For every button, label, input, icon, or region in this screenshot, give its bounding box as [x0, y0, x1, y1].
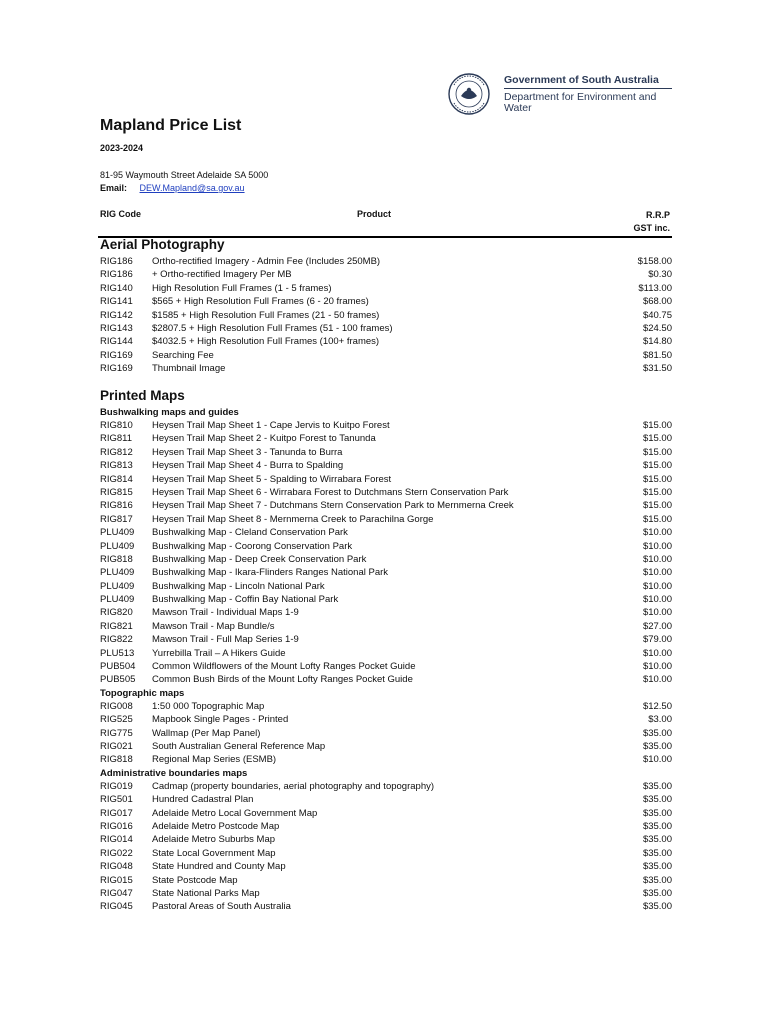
row-code: RIG045: [100, 901, 133, 913]
row-code: RIG816: [100, 500, 133, 512]
row-code: RIG048: [100, 861, 133, 873]
price-row: [100, 727, 672, 740]
row-code: RIG047: [100, 887, 133, 899]
price-row: [100, 900, 672, 913]
row-price: $10.00: [642, 527, 672, 539]
row-price: $35.00: [642, 861, 672, 873]
price-row: [100, 606, 672, 619]
price-row: [100, 362, 672, 375]
price-row: [100, 647, 672, 660]
column-header-product: Product: [357, 209, 392, 219]
row-code: PLU409: [100, 594, 135, 606]
price-row: [100, 526, 672, 539]
row-price: $14.80: [642, 336, 672, 348]
row-price: $15.00: [642, 486, 672, 498]
row-price: $35.00: [642, 727, 672, 739]
row-code: RIG818: [100, 754, 133, 766]
row-price: $15.00: [642, 513, 672, 525]
row-price: $15.00: [642, 500, 672, 512]
row-price: $27.00: [642, 620, 672, 632]
group-heading: Bushwalking maps and guides: [100, 407, 239, 418]
row-product: + Ortho-rectified Imagery Per MB: [152, 269, 292, 281]
row-price: $31.50: [642, 363, 672, 375]
row-price: $68.00: [642, 296, 672, 308]
price-row: [100, 673, 672, 686]
row-price: $35.00: [642, 820, 672, 832]
row-product: Ortho-rectified Imagery - Admin Fee (Includes 250MB): [152, 256, 381, 267]
row-price: $10.00: [642, 661, 672, 673]
row-product: $2807.5 + High Resolution Full Frames (51 - 100 frames): [152, 322, 393, 334]
row-price: $15.00: [642, 420, 672, 431]
row-product: Bushwalking Map - Deep Creek Conservation Park: [152, 553, 367, 565]
price-row: [100, 820, 672, 833]
row-code: RIG822: [100, 634, 133, 646]
row-code: RIG008: [100, 700, 133, 712]
price-row: [100, 753, 672, 766]
price-row: [100, 432, 672, 445]
column-header-price-line1: R.R.P: [645, 210, 670, 220]
row-product: Mapbook Single Pages - Printed: [152, 714, 289, 726]
price-row: [100, 419, 672, 432]
row-price: $10.00: [642, 647, 672, 659]
row-code: RIG775: [100, 727, 133, 739]
column-header-price: [633, 209, 670, 235]
row-price: $35.00: [642, 847, 672, 859]
row-product: Bushwalking Map - Coorong Conservation Park: [152, 540, 353, 552]
row-code: PUB504: [100, 661, 136, 673]
row-product: Bushwalking Map - Ikara-Flinders Ranges National Park: [152, 567, 389, 579]
price-row: [100, 633, 672, 646]
row-price: $35.00: [642, 780, 672, 792]
row-product: Common Wildflowers of the Mount Lofty Ranges Pocket Guide: [152, 661, 416, 673]
row-price: $15.00: [642, 473, 672, 485]
page-title: Mapland Price List: [100, 117, 242, 134]
logo-divider: [504, 88, 672, 89]
price-row: [100, 486, 672, 499]
row-code: RIG169: [100, 363, 133, 375]
price-row: [100, 833, 672, 846]
price-row: [100, 499, 672, 512]
row-code: RIG143: [100, 322, 133, 334]
row-price: $35.00: [642, 874, 672, 886]
row-price: $35.00: [642, 901, 672, 913]
price-row: [100, 700, 672, 713]
row-price: $158.00: [637, 256, 672, 267]
price-row: [100, 713, 672, 726]
price-row: [100, 807, 672, 820]
government-name: Government of South Australia: [504, 74, 659, 86]
row-price: $35.00: [642, 887, 672, 899]
row-product: Bushwalking Map - Lincoln National Park: [152, 580, 325, 592]
row-price: $35.00: [642, 807, 672, 819]
row-code: RIG501: [100, 794, 133, 806]
row-code: RIG186: [100, 269, 133, 281]
row-price: $35.00: [642, 794, 672, 806]
row-product: Heysen Trail Map Sheet 7 - Dutchmans Stern Conservation Park to Mernmerna Creek: [152, 500, 514, 512]
row-product: State Postcode Map: [152, 874, 238, 886]
price-row: [100, 268, 672, 281]
price-row: [100, 295, 672, 308]
row-code: RIG813: [100, 460, 133, 472]
price-row: [100, 780, 672, 793]
row-price: $79.00: [642, 634, 672, 646]
row-code: PLU409: [100, 567, 135, 579]
email-label: Email:: [100, 183, 128, 193]
row-product: Wallmap (Per Map Panel): [152, 727, 261, 739]
row-code: RIG140: [100, 282, 133, 294]
row-code: RIG016: [100, 820, 133, 832]
row-price: $10.00: [642, 607, 672, 619]
row-product: High Resolution Full Frames (1 - 5 frames): [152, 282, 332, 294]
row-code: RIG820: [100, 607, 133, 619]
row-code: RIG144: [100, 336, 133, 348]
row-code: RIG142: [100, 309, 133, 321]
price-row: [100, 540, 672, 553]
row-product: Heysen Trail Map Sheet 1 - Cape Jervis to Kuitpo Forest: [152, 420, 390, 431]
row-code: RIG814: [100, 473, 133, 485]
row-price: $10.00: [642, 553, 672, 565]
row-product: $4032.5 + High Resolution Full Frames (100+ frames): [152, 336, 380, 348]
price-row: [100, 660, 672, 673]
row-code: RIG141: [100, 296, 133, 308]
price-row: [100, 593, 672, 606]
row-code: PLU409: [100, 527, 135, 539]
row-price: $12.50: [642, 700, 672, 712]
row-product: State Hundred and County Map: [152, 861, 286, 873]
group-heading: Administrative boundaries maps: [100, 767, 248, 779]
price-row: [100, 887, 672, 900]
row-price: $81.50: [642, 349, 672, 361]
row-code: RIG021: [100, 740, 133, 752]
row-price: $15.00: [642, 433, 672, 445]
row-code: RIG817: [100, 513, 133, 525]
row-product: Adelaide Metro Suburbs Map: [152, 834, 276, 846]
row-product: Mawson Trail - Map Bundle/s: [152, 620, 275, 632]
row-price: $24.50: [642, 322, 672, 334]
row-price: $15.00: [642, 446, 672, 458]
row-product: Heysen Trail Map Sheet 3 - Tanunda to Burra: [152, 446, 343, 458]
row-product: Hundred Cadastral Plan: [152, 794, 254, 806]
row-product: Pastoral Areas of South Australia: [152, 901, 291, 913]
row-price: $10.00: [642, 754, 672, 766]
row-product: Common Bush Birds of the Mount Lofty Ranges Pocket Guide: [152, 674, 413, 686]
row-product: $565 + High Resolution Full Frames (6 - 20 frames): [152, 296, 369, 308]
row-product: Adelaide Metro Postcode Map: [152, 820, 280, 832]
row-price: $35.00: [642, 834, 672, 846]
row-price: $40.75: [642, 309, 672, 321]
row-product: Thumbnail Image: [152, 363, 226, 375]
section-heading: Printed Maps: [100, 388, 185, 403]
row-price: $10.00: [642, 674, 672, 686]
section-heading: Aerial Photography: [100, 237, 225, 252]
price-row: [100, 255, 672, 268]
price-row: [100, 874, 672, 887]
row-product: 1:50 000 Topographic Map: [152, 700, 265, 712]
row-code: RIG821: [100, 620, 133, 632]
row-code: RIG014: [100, 834, 133, 846]
row-code: RIG169: [100, 349, 133, 361]
row-code: RIG019: [100, 780, 133, 792]
row-product: South Australian General Reference Map: [152, 740, 326, 752]
row-code: RIG017: [100, 807, 133, 819]
row-code: RIG815: [100, 486, 133, 498]
row-code: RIG525: [100, 714, 133, 726]
row-price: $10.00: [642, 594, 672, 606]
row-product: Cadmap (property boundaries, aerial photography and topography): [152, 780, 435, 792]
row-product: Mawson Trail - Individual Maps 1-9: [152, 607, 299, 619]
price-row: [100, 740, 672, 753]
row-price: $35.00: [642, 740, 672, 752]
price-row: [100, 459, 672, 472]
row-product: Heysen Trail Map Sheet 8 - Mernmerna Creek to Parachilna Gorge: [152, 513, 434, 525]
group-heading: Topographic maps: [100, 687, 185, 699]
address: 81-95 Waymouth Street Adelaide SA 5000: [100, 170, 269, 180]
row-product: Heysen Trail Map Sheet 2 - Kuitpo Forest to Tanunda: [152, 433, 376, 445]
row-code: RIG022: [100, 847, 133, 859]
row-code: PLU513: [100, 647, 135, 659]
row-product: Adelaide Metro Local Government Map: [152, 807, 318, 819]
price-row: [100, 580, 672, 593]
row-code: RIG015: [100, 874, 133, 886]
row-price: $10.00: [642, 567, 672, 579]
price-row: [100, 473, 672, 486]
price-row: [100, 860, 672, 873]
row-price: $0.30: [648, 269, 672, 281]
price-row: [100, 282, 672, 295]
state-seal-icon: [446, 72, 492, 116]
row-price: $3.00: [648, 714, 672, 726]
price-row: [100, 309, 672, 322]
row-code: RIG818: [100, 553, 133, 565]
row-price: $10.00: [642, 540, 672, 552]
row-code: RIG811: [100, 433, 133, 445]
price-row: [100, 566, 672, 579]
row-product: State Local Government Map: [152, 847, 276, 859]
email-link[interactable]: DEW.Mapland@sa.gov.au: [139, 183, 245, 193]
email-row: [100, 183, 245, 193]
column-header-code: RIG Code: [100, 209, 142, 219]
price-row: [100, 335, 672, 348]
price-row: [100, 553, 672, 566]
column-header-price-line2: GST inc.: [633, 223, 670, 233]
row-product: Yurrebilla Trail – A Hikers Guide: [152, 647, 286, 659]
row-product: Heysen Trail Map Sheet 5 - Spalding to Wirrabara Forest: [152, 473, 392, 485]
row-code: PLU409: [100, 580, 135, 592]
price-row: [100, 322, 672, 335]
row-product: $1585 + High Resolution Full Frames (21 - 50 frames): [152, 309, 380, 321]
price-row: [100, 446, 672, 459]
row-code: PLU409: [100, 540, 135, 552]
row-product: Bushwalking Map - Cleland Conservation Park: [152, 527, 348, 539]
row-code: RIG810: [100, 420, 133, 431]
row-code: RIG812: [100, 446, 133, 458]
government-logo: [446, 72, 676, 116]
price-section: [100, 235, 672, 376]
price-row: [100, 513, 672, 526]
row-price: $113.00: [638, 282, 672, 294]
row-product: Bushwalking Map - Coffin Bay National Park: [152, 594, 339, 606]
price-row: [100, 793, 672, 806]
row-code: PUB505: [100, 674, 136, 686]
row-product: Heysen Trail Map Sheet 4 - Burra to Spalding: [152, 460, 344, 472]
price-year: 2023-2024: [100, 143, 144, 153]
price-row: [100, 847, 672, 860]
row-product: State National Parks Map: [152, 887, 260, 899]
department-name: Department for Environment and Water: [504, 91, 657, 114]
price-section: [100, 386, 672, 914]
row-code: RIG186: [100, 256, 133, 267]
price-row: [100, 620, 672, 633]
row-price: $10.00: [642, 580, 672, 592]
row-product: Heysen Trail Map Sheet 6 - Wirrabara Forest to Dutchmans Stern Conservation Park: [152, 486, 509, 498]
row-product: Regional Map Series (ESMB): [152, 754, 277, 766]
row-product: Mawson Trail - Full Map Series 1-9: [152, 634, 299, 646]
row-product: Searching Fee: [152, 349, 214, 361]
row-price: $15.00: [642, 460, 672, 472]
price-row: [100, 349, 672, 362]
